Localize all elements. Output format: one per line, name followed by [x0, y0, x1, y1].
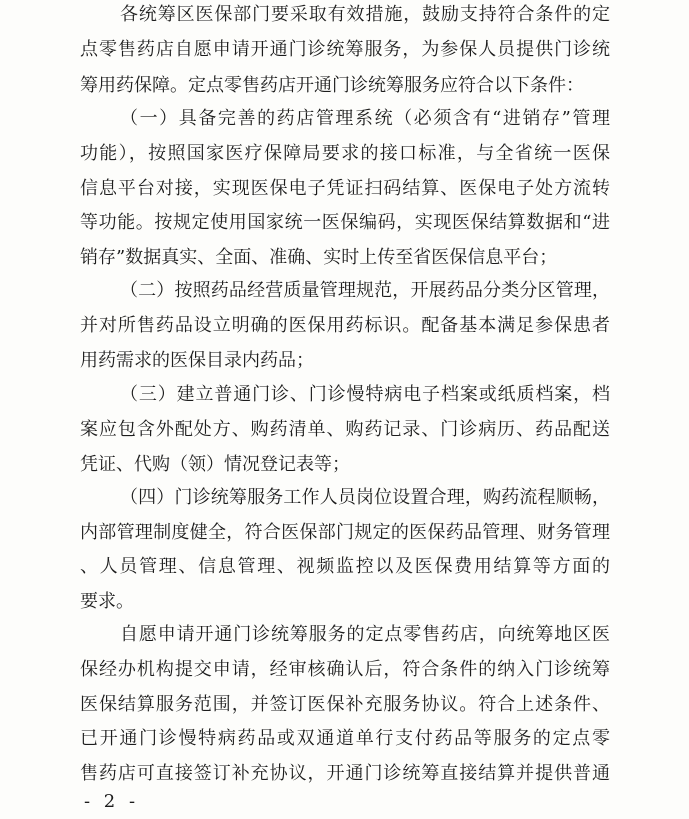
text-line: 保经办机构提交申请，经审核确认后，符合条件的纳入门诊统筹 — [80, 659, 610, 680]
text-line: 并对所售药品设立明确的医保用药标识。配备基本满足参保患者 — [80, 315, 610, 336]
page-number: - 2 - — [84, 791, 140, 812]
text-line: （四）门诊统筹服务工作人员岗位设置合理，购药流程顺畅， — [120, 487, 610, 508]
text-line: 要求。 — [80, 591, 134, 612]
text-line: 凭证、代购（领）情况登记表等； — [80, 454, 350, 475]
text-line: 、人员管理、信息管理、视频监控以及医保费用结算等方面的 — [80, 556, 610, 577]
text-line: 功能），按照国家医疗保障局要求的接口标准，与全省统一医保 — [80, 143, 610, 164]
text-line: 各统筹区医保部门要采取有效措施，鼓励支持符合条件的定 — [120, 4, 610, 25]
text-line: 内部管理制度健全，符合医保部门规定的医保药品管理、财务管理 — [80, 522, 610, 543]
text-line: （二）按照药品经营质量管理规范，开展药品分类分区管理， — [120, 280, 610, 301]
text-line: 等功能。按规定使用国家统一医保编码，实现医保结算数据和“进 — [80, 212, 610, 233]
text-line: （三）建立普通门诊、门诊慢特病电子档案或纸质档案，档 — [120, 384, 610, 405]
text-line: 信息平台对接，实现医保电子凭证扫码结算、医保电子处方流转 — [80, 178, 610, 199]
text-line: 筹用药保障。定点零售药店开通门诊统筹服务应符合以下条件： — [80, 75, 584, 96]
text-line: 已开通门诊慢特病药品或双通道单行支付药品等服务的定点零 — [80, 728, 610, 749]
text-line: 医保结算服务范围，并签订医保补充服务协议。符合上述条件、 — [80, 694, 610, 715]
text-line: 点零售药店自愿申请开通门诊统筹服务，为参保人员提供门诊统 — [80, 39, 610, 60]
text-line: 用药需求的医保目录内药品； — [80, 350, 314, 371]
text-line: 案应包含外配处方、购药清单、购药记录、门诊病历、药品配送 — [80, 419, 610, 440]
text-line: 售药店可直接签订补充协议，开通门诊统筹直接结算并提供普通 — [80, 763, 610, 784]
text-line: （一）具备完善的药店管理系统（必须含有“进销存”管理 — [120, 108, 610, 129]
text-line: 销存”数据真实、全面、准确、实时上传至省医保信息平台； — [80, 247, 558, 268]
text-line: 自愿申请开通门诊统筹服务的定点零售药店，向统筹地区医 — [120, 624, 610, 645]
